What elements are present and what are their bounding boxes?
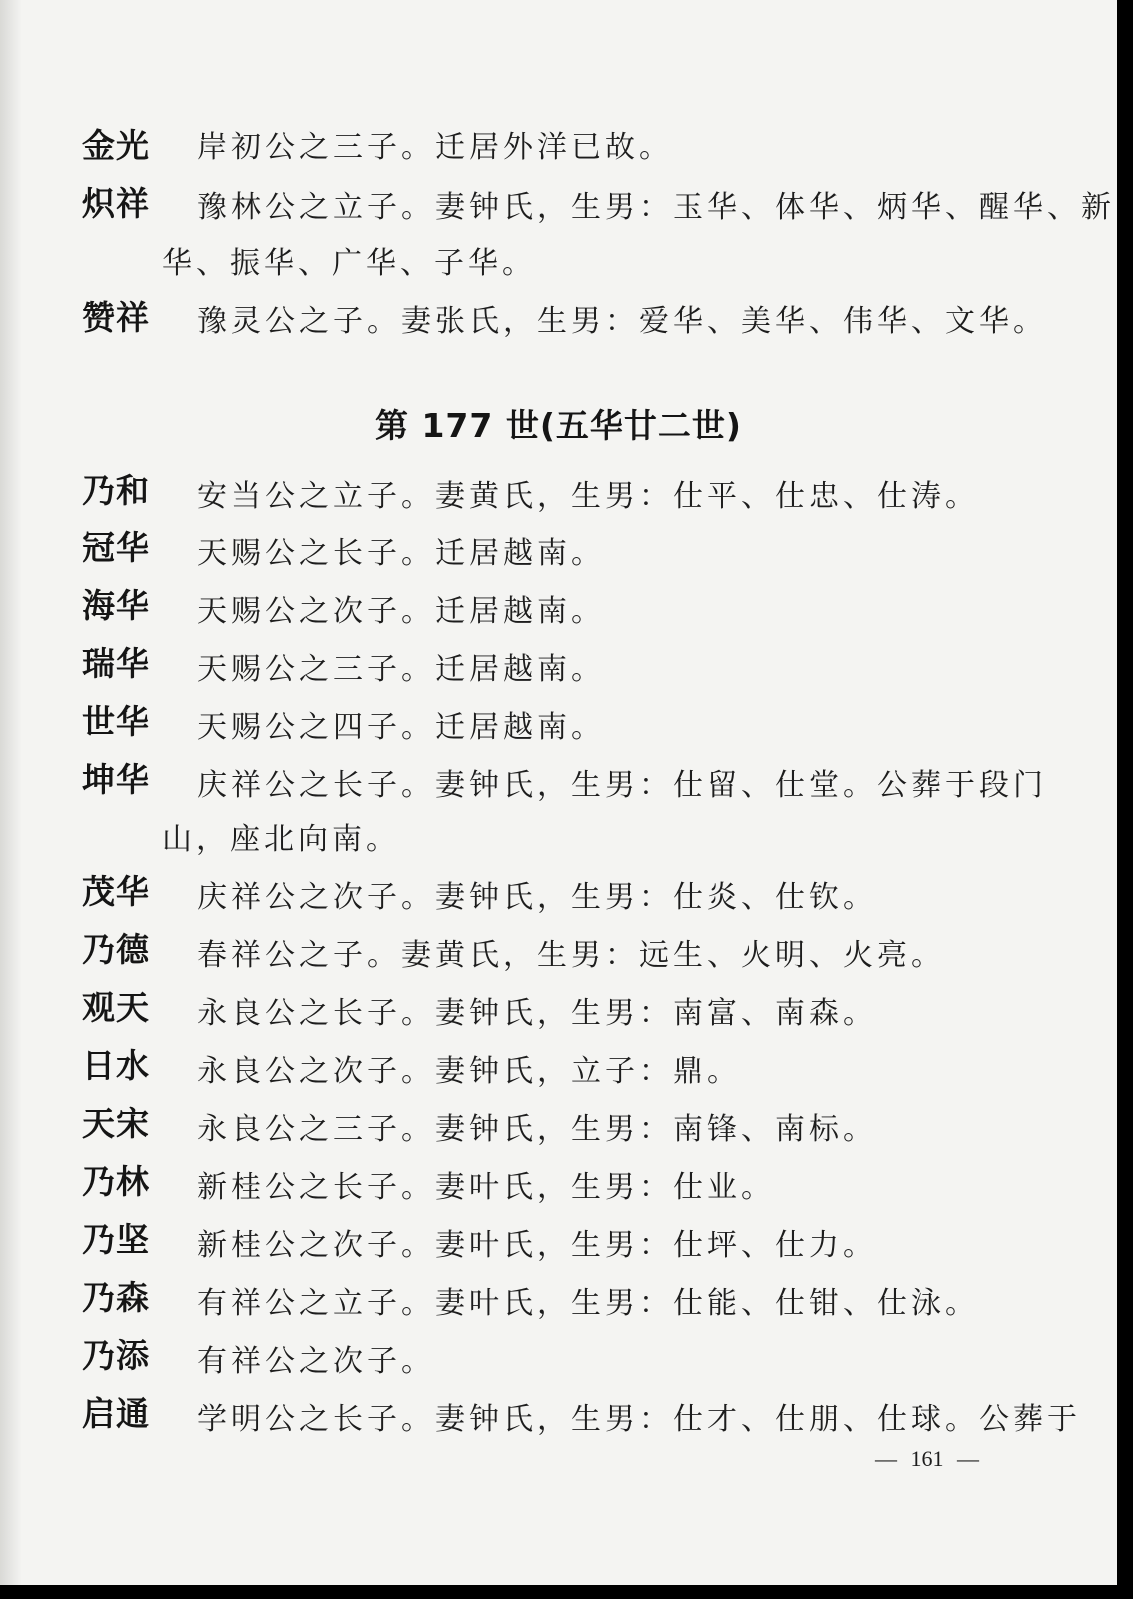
entry-name: 金光 xyxy=(82,126,150,165)
entry-text: 学明公之长子。妻钟氏，生男：仕才、仕朋、仕球。公葬于 xyxy=(197,1402,1081,1437)
section-heading: 第 177 世(五华廿二世) xyxy=(374,406,743,445)
entry-text: 天赐公之长子。迁居越南。 xyxy=(197,536,605,571)
entry-name: 炽祥 xyxy=(82,184,150,223)
entry-name: 冠华 xyxy=(82,528,150,567)
entry-text: 新桂公之长子。妻叶氏，生男：仕业。 xyxy=(197,1170,775,1205)
entry-name: 观天 xyxy=(82,988,150,1027)
entry-text: 永良公之次子。妻钟氏，立子：鼎。 xyxy=(197,1054,741,1089)
entry-text: 豫林公之立子。妻钟氏，生男：玉华、体华、炳华、醒华、新 xyxy=(197,190,1115,225)
page-gutter-shadow xyxy=(0,0,22,1585)
page-number: — 161 — xyxy=(875,1446,979,1471)
entry-name: 赞祥 xyxy=(82,298,150,337)
entry-name: 乃林 xyxy=(82,1162,150,1201)
entry-name: 瑞华 xyxy=(82,644,150,683)
entry-text: 永良公之长子。妻钟氏，生男：南富、南森。 xyxy=(197,996,877,1031)
entry-text: 豫灵公之子。妻张氏，生男：爱华、美华、伟华、文华。 xyxy=(197,304,1047,339)
entry-name: 乃和 xyxy=(82,471,150,510)
entry-text: 有祥公之立子。妻叶氏，生男：仕能、仕钳、仕泳。 xyxy=(197,1286,979,1321)
entry-name: 海华 xyxy=(82,586,150,625)
entry-name: 坤华 xyxy=(82,760,150,799)
entry-text: 庆祥公之长子。妻钟氏，生男：仕留、仕堂。公葬于段门 xyxy=(197,768,1047,803)
entry-name: 茂华 xyxy=(82,872,150,911)
entry-text-continued: 山，座北向南。 xyxy=(162,822,400,857)
entry-text: 天赐公之三子。迁居越南。 xyxy=(197,652,605,687)
entry-text: 天赐公之次子。迁居越南。 xyxy=(197,594,605,629)
entry-text: 安当公之立子。妻黄氏，生男：仕平、仕忠、仕涛。 xyxy=(197,479,979,514)
entry-text: 庆祥公之次子。妻钟氏，生男：仕炎、仕钦。 xyxy=(197,880,877,915)
entry-text: 有祥公之次子。 xyxy=(197,1344,435,1379)
entry-text-continued: 华、振华、广华、子华。 xyxy=(162,246,536,281)
entry-name: 乃添 xyxy=(82,1336,150,1375)
entry-text: 岸初公之三子。迁居外洋已故。 xyxy=(197,130,673,165)
entry-name: 天宋 xyxy=(82,1104,150,1143)
entry-name: 乃德 xyxy=(82,930,150,969)
entry-name: 日水 xyxy=(82,1046,150,1085)
entry-text: 天赐公之四子。迁居越南。 xyxy=(197,710,605,745)
entry-name: 启通 xyxy=(82,1394,150,1433)
entry-text: 春祥公之子。妻黄氏，生男：远生、火明、火亮。 xyxy=(197,938,945,973)
entry-name: 乃森 xyxy=(82,1278,150,1317)
entry-text: 永良公之三子。妻钟氏，生男：南锋、南标。 xyxy=(197,1112,877,1147)
entry-text: 新桂公之次子。妻叶氏，生男：仕坪、仕力。 xyxy=(197,1228,877,1263)
entry-name: 世华 xyxy=(82,702,150,741)
entry-name: 乃坚 xyxy=(82,1220,150,1259)
